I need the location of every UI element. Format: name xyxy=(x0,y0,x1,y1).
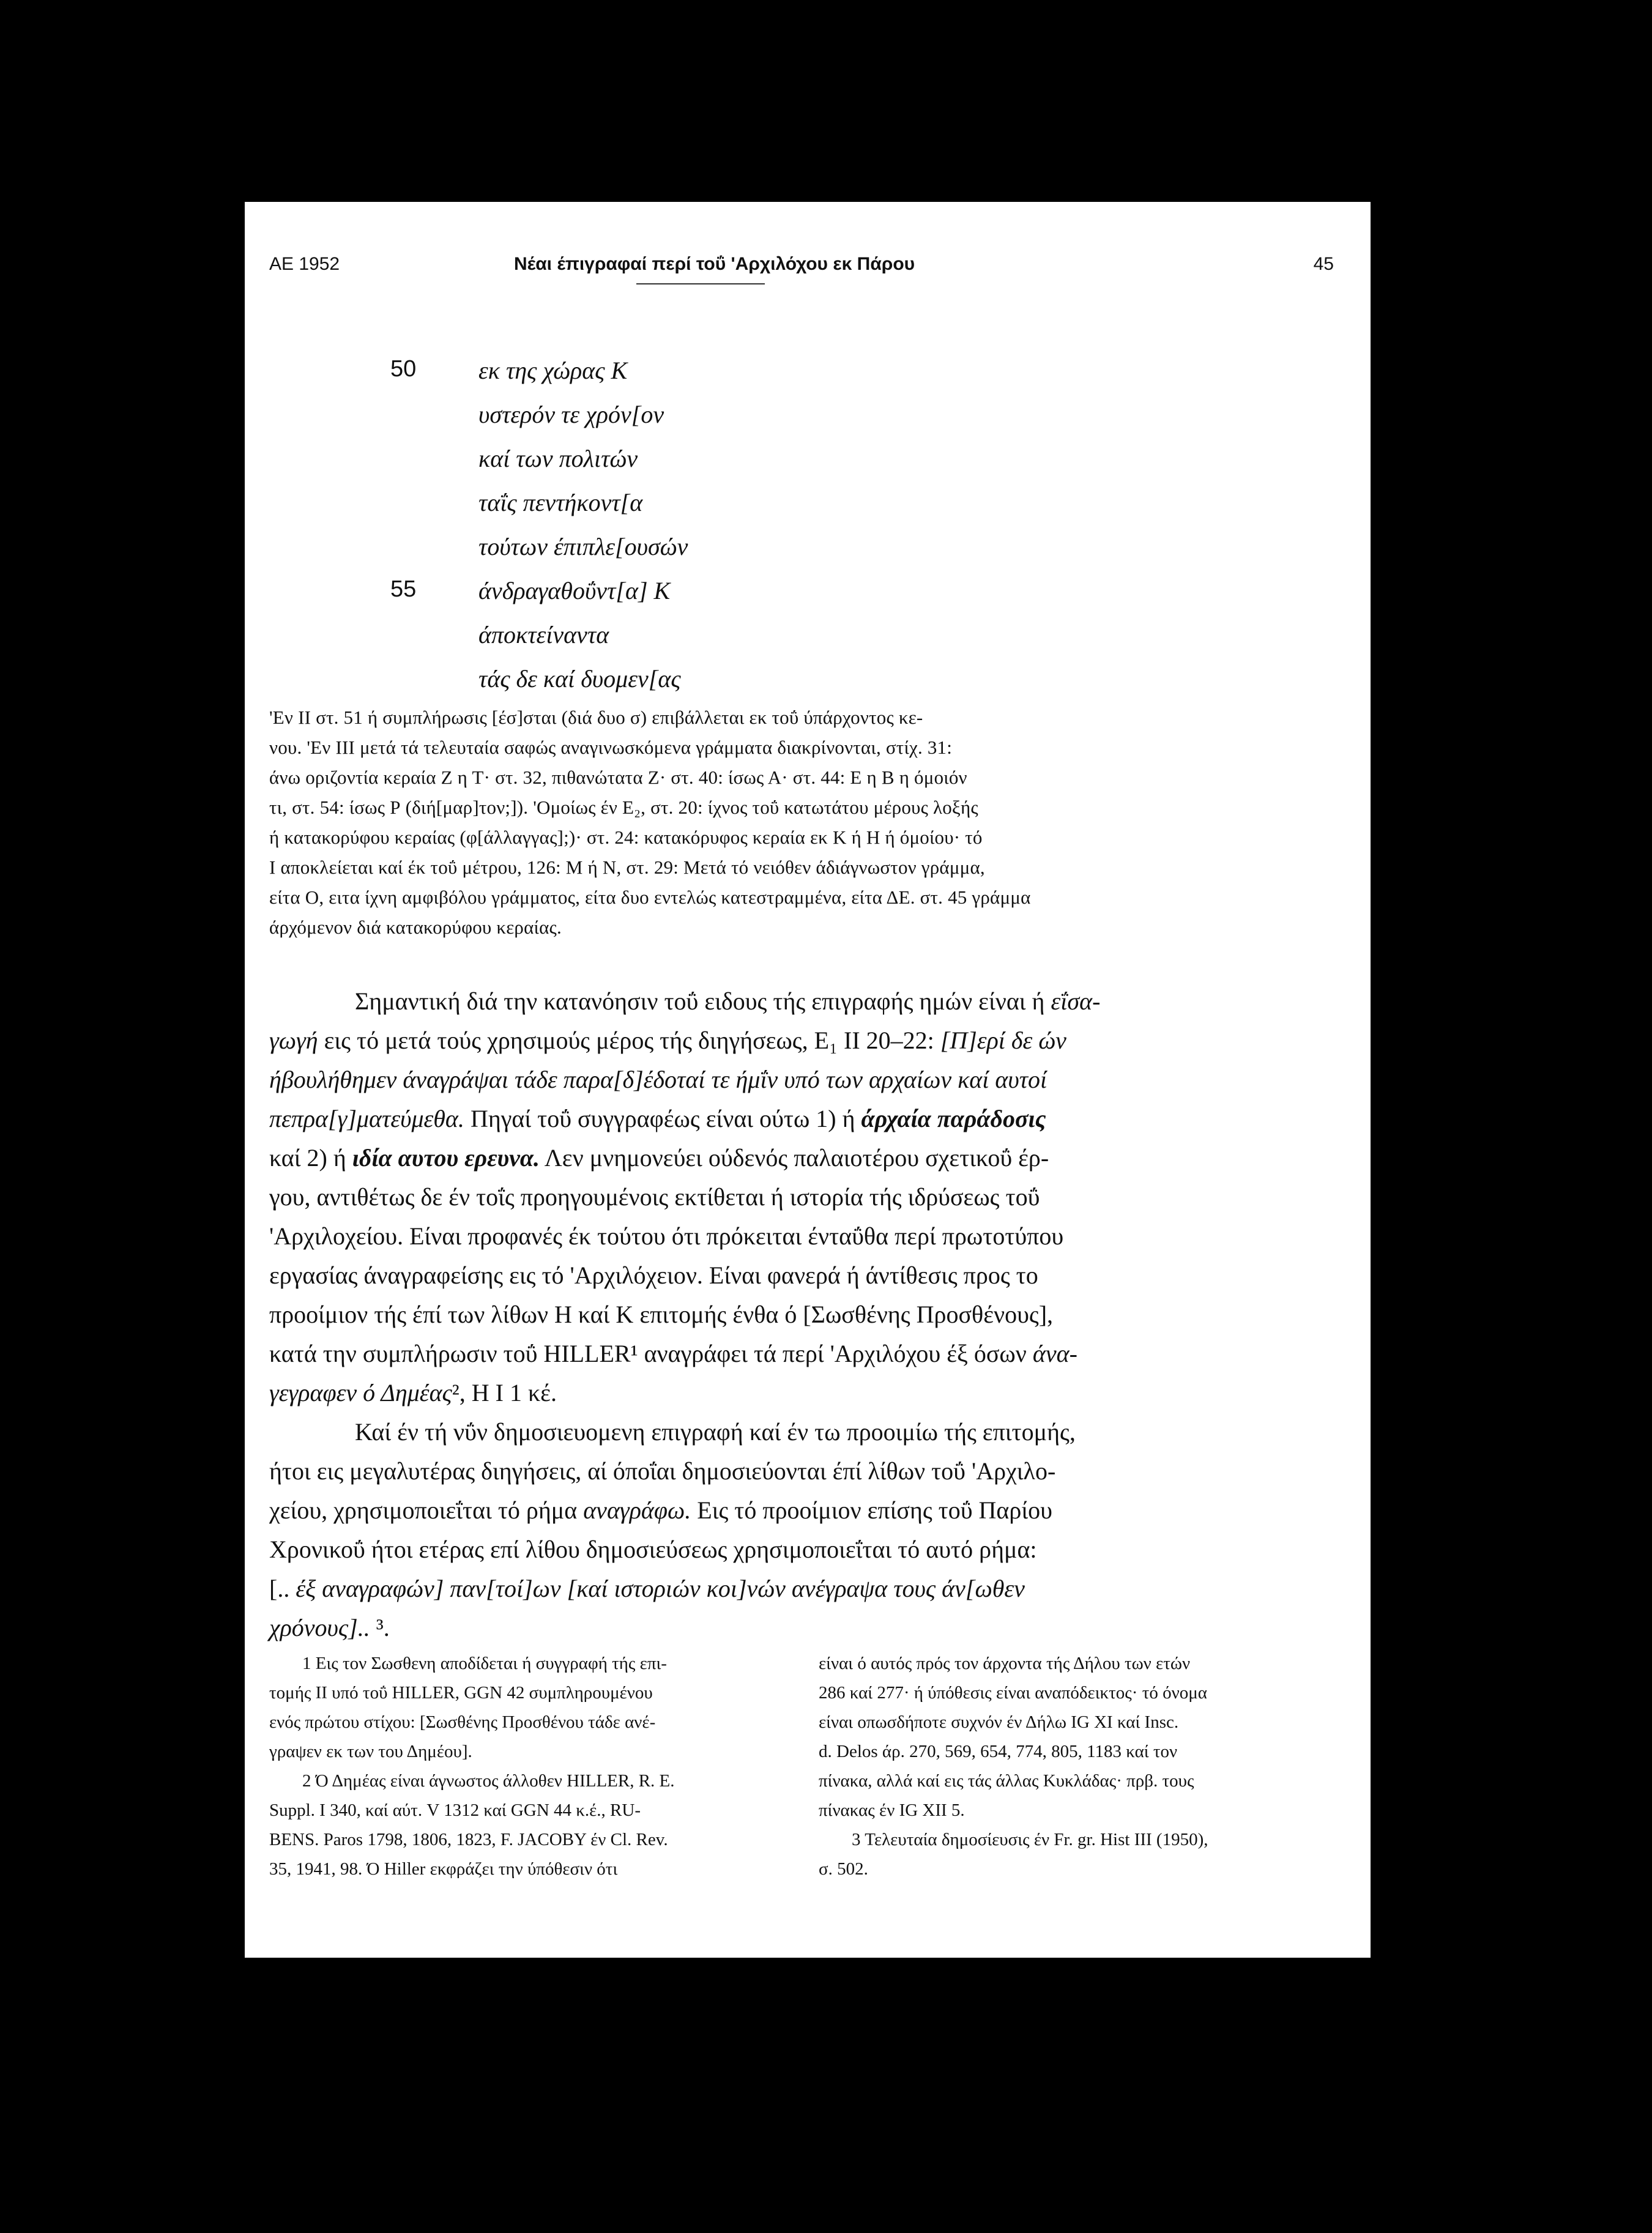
commentary-line xyxy=(269,1099,1334,1139)
italic-span: αναγράφω. xyxy=(583,1496,691,1524)
footnote-line: BENS. Paros 1798, 1806, 1823, F. JACOBY έν Cl. Rev. xyxy=(269,1830,668,1849)
footnote-line: γραψεν εκ των του Δημέου]. xyxy=(269,1742,472,1761)
footnote-line: ενός πρώτου στίχου: [Σωσθένης Προσθένου τάδε ανέ- xyxy=(269,1712,656,1732)
text-span: Πηγαί τοΰ συγγραφέως είναι ούτω 1) ή xyxy=(464,1105,861,1132)
verse-text: καί των πολιτών xyxy=(478,445,638,472)
italic-span: γωγή xyxy=(269,1027,318,1054)
text-span: ³. xyxy=(370,1614,390,1641)
footnote-line: Suppl. I 340, καί αύτ. V 1312 καί GGN 44 κ.έ., RU- xyxy=(269,1800,641,1820)
document-page xyxy=(245,202,1371,1958)
footnote-line: είναι οπωσδήποτε συχνόν έν Δήλω IG XI καί Insc. xyxy=(819,1712,1179,1732)
commentary-line: 'Αρχιλοχείου. Είναι προφανές έκ τούτου ότι πρόκειται ένταΰθα περί πρωτοτύπου xyxy=(269,1222,1064,1250)
footnote-line: 1 Εις τον Σωσθενη αποδίδεται ή συγγραφή τής επι- xyxy=(302,1654,667,1673)
footnote-line: 286 καί 277· ή ύπόθεσις είναι αναπόδεικτος· τό όνομα xyxy=(819,1683,1207,1703)
footnote-line: 2 Ό Δημέας είναι άγνωστος άλλοθεν HILLER, R. E. xyxy=(302,1771,675,1791)
verse-line xyxy=(245,444,1371,488)
footnotes-right-column xyxy=(819,1649,1333,1884)
footnote-line: d. Delos άρ. 270, 569, 654, 774, 805, 1183 καί τον xyxy=(819,1742,1178,1761)
critical-apparatus xyxy=(269,702,1334,942)
text-span: [.. xyxy=(269,1575,296,1602)
footnote-line: πίνακα, αλλά καί εις τάς άλλας Κυκλάδας· πρβ. τους xyxy=(819,1771,1194,1791)
verse-line xyxy=(245,488,1371,532)
footnotes-left-column xyxy=(269,1649,783,1884)
verse-line xyxy=(245,400,1371,444)
commentary-line: εργασίας άναγραφείσης εις τό 'Αρχιλόχειον. Είναι φανερά ή άντίθεσις προς το xyxy=(269,1261,1038,1289)
italic-span: έξ αναγραφών] παν[τοί]ων [καί ιστοριών κοι]νών ανέγραψα τους άν[ωθεν xyxy=(296,1575,1025,1602)
bold-italic-span: ιδία αυτου ερευνα. xyxy=(352,1144,540,1172)
italic-span: άνα- xyxy=(1032,1340,1077,1367)
apparatus-line: τι, στ. 54: ίσως Ρ (διή[μαρ]τον;]). 'Ομοίως έν Ε₂, στ. 20: ίχνος τοΰ κατωτάτου μέρους λοξής xyxy=(269,797,978,818)
italic-span: πεπρα[γ]ματεύμεθα. xyxy=(269,1105,464,1132)
line-number: 50 xyxy=(390,356,417,382)
commentary-body xyxy=(269,982,1334,1648)
page-number: 45 xyxy=(1313,254,1334,274)
apparatus-line: είτα Ο, ειτα ίχνη αμφιβόλου γράμματος, είτα δυο εντελώς κατεστραμμένα, είτα ΔΕ. στ. 45 γράμμα xyxy=(269,886,1031,908)
apparatus-line: άνω οριζοντία κεραία Ζ η Τ· στ. 32, πιθανώτατα Ζ· στ. 40: ίσως Α· στ. 44: Ε η Β η όμοιόν xyxy=(269,767,967,788)
text-span: καί 2) ή xyxy=(269,1144,352,1172)
verse-text: άποκτείναντα xyxy=(478,621,609,648)
bold-italic-span: άρχαία παράδοσις xyxy=(861,1105,1046,1132)
verse-text: τάς δε καί δυομεν[ας xyxy=(478,665,681,693)
footnote-line: πίνακας έν IG XII 5. xyxy=(819,1800,965,1820)
commentary-line: Καί έν τή νΰν δημοσιευομενη επιγραφή καί έν τω προοιμίω τής επιτομής, xyxy=(355,1418,1076,1446)
footnote-line: 35, 1941, 98. Ό Hiller εκφράζει την ύπόθεσιν ότι xyxy=(269,1859,618,1879)
line-number: 55 xyxy=(390,576,417,602)
commentary-line: Χρονικοΰ ήτοι ετέρας επί λίθου δημοσιεύσεως χρησιμοποιεΐται τό αυτό ρήμα: xyxy=(269,1536,1037,1563)
apparatus-line: νου. 'Εν ΙΙΙ μετά τά τελευταία σαφώς αναγινωσκόμενα γράμματα διακρίνονται, στίχ. 31: xyxy=(269,737,953,758)
text-span: κατά την συμπλήρωσιν τοΰ HILLER¹ αναγράφει τά περί 'Αρχιλόχου έξ όσων xyxy=(269,1340,1033,1367)
commentary-line xyxy=(269,982,1334,1021)
commentary-line xyxy=(269,1491,1334,1530)
footnote-line: σ. 502. xyxy=(819,1859,868,1879)
verse-text: εκ της χώρας Κ xyxy=(478,357,628,384)
text-span: εις τό μετά τούς χρησιμούς μέρος τής διηγήσεως, Ε₁ ΙΙ 20–22: xyxy=(318,1027,940,1054)
commentary-line xyxy=(269,1373,1334,1413)
apparatus-line: άρχόμενον διά κατακορύφου κεραίας. xyxy=(269,916,562,938)
commentary-line xyxy=(269,1569,1334,1608)
commentary-line xyxy=(269,1139,1334,1178)
commentary-line: ήβουλήθημεν άναγράψαι τάδε παρα[δ]έδοταί τε ήμΐν υπό των αρχαίων καί αυτοί xyxy=(269,1066,1047,1093)
italic-span: εΐσα- xyxy=(1051,987,1101,1015)
verse-text: άνδραγαθοΰντ[α] Κ xyxy=(478,577,671,604)
article-title: Νέαι έπιγραφαί περί τοΰ 'Αρχιλόχου εκ Πάρου xyxy=(514,254,915,274)
text-span: Λεν μνημονεύει ούδενός παλαιοτέρου σχετικοΰ έρ- xyxy=(540,1144,1049,1172)
verse-line xyxy=(245,356,1371,400)
apparatus-line: Ι αποκλείεται καί έκ τοΰ μέτρου, 126: Μ ή Ν, στ. 29: Μετά τό νειόθεν άδιάγνωστον γράμμα, xyxy=(269,856,985,878)
text-span: Σημαντική διά την κατανόησιν τοΰ ειδους τής επιγραφής ημών είναι ή xyxy=(355,987,1051,1015)
text-span: χείου, χρησιμοποιεΐται τό ρήμα xyxy=(269,1496,584,1524)
text-span: Εις τό προοίμιον επίσης τοΰ Παρίου xyxy=(691,1496,1052,1524)
commentary-line xyxy=(269,1021,1334,1060)
italic-span: χρόνους].. xyxy=(269,1614,370,1641)
verse-text: ταΐς πεντήκοντ[α xyxy=(478,489,643,516)
italic-span: [Π]ερί δε ών xyxy=(940,1027,1066,1054)
verse-line xyxy=(245,576,1371,620)
apparatus-line: ή κατακορύφου κεραίας (φ[άλλαγγας];)· στ. 24: κατακόρυφος κεραία εκ Κ ή Η ή όμοίου· τό xyxy=(269,827,983,848)
commentary-line: γου, αντιθέτως δε έν τοΐς προηγουμένοις εκτίθεται ή ιστορία τής ιδρύσεως τοΰ xyxy=(269,1183,1040,1211)
verse-line xyxy=(245,532,1371,576)
commentary-line: προοίμιον τής έπί των λίθων Η καί Κ επιτομής ένθα ό [Σωσθένης Προσθένους], xyxy=(269,1301,1054,1328)
commentary-line xyxy=(269,1608,1334,1648)
verse-line xyxy=(245,620,1371,664)
commentary-line xyxy=(269,1334,1334,1373)
text-span: ², Η Ι 1 κέ. xyxy=(452,1379,557,1406)
running-head xyxy=(245,254,1371,281)
verse-text: τούτων έπιπλε[ουσών xyxy=(478,533,688,560)
header-rule xyxy=(636,283,765,284)
journal-year: ΑΕ 1952 xyxy=(269,254,340,274)
apparatus-line: 'Εν ΙΙ στ. 51 ή συμπλήρωσις [έσ]σται (διά δυο σ) επιβάλλεται εκ τοΰ ύπάρχοντος κε- xyxy=(269,707,923,728)
commentary-line: ήτοι εις μεγαλυτέρας διηγήσεις, αί όποΐαι δημοσιεύονται έπί λίθων τοΰ 'Αρχιλο- xyxy=(269,1457,1056,1485)
italic-span: γεγραφεν ό Δημέας xyxy=(269,1379,452,1406)
footnote-line: 3 Τελευταία δημοσίευσις έν Fr. gr. Hist III (1950), xyxy=(852,1830,1208,1849)
verse-text: υστερόν τε χρόν[ον xyxy=(478,401,664,428)
footnote-line: τομής ΙΙ υπό τοΰ HILLER, GGN 42 συμπληρουμένου xyxy=(269,1683,653,1703)
footnote-line: είναι ό αυτός πρός τον άρχοντα τής Δήλου των ετών xyxy=(819,1654,1191,1673)
